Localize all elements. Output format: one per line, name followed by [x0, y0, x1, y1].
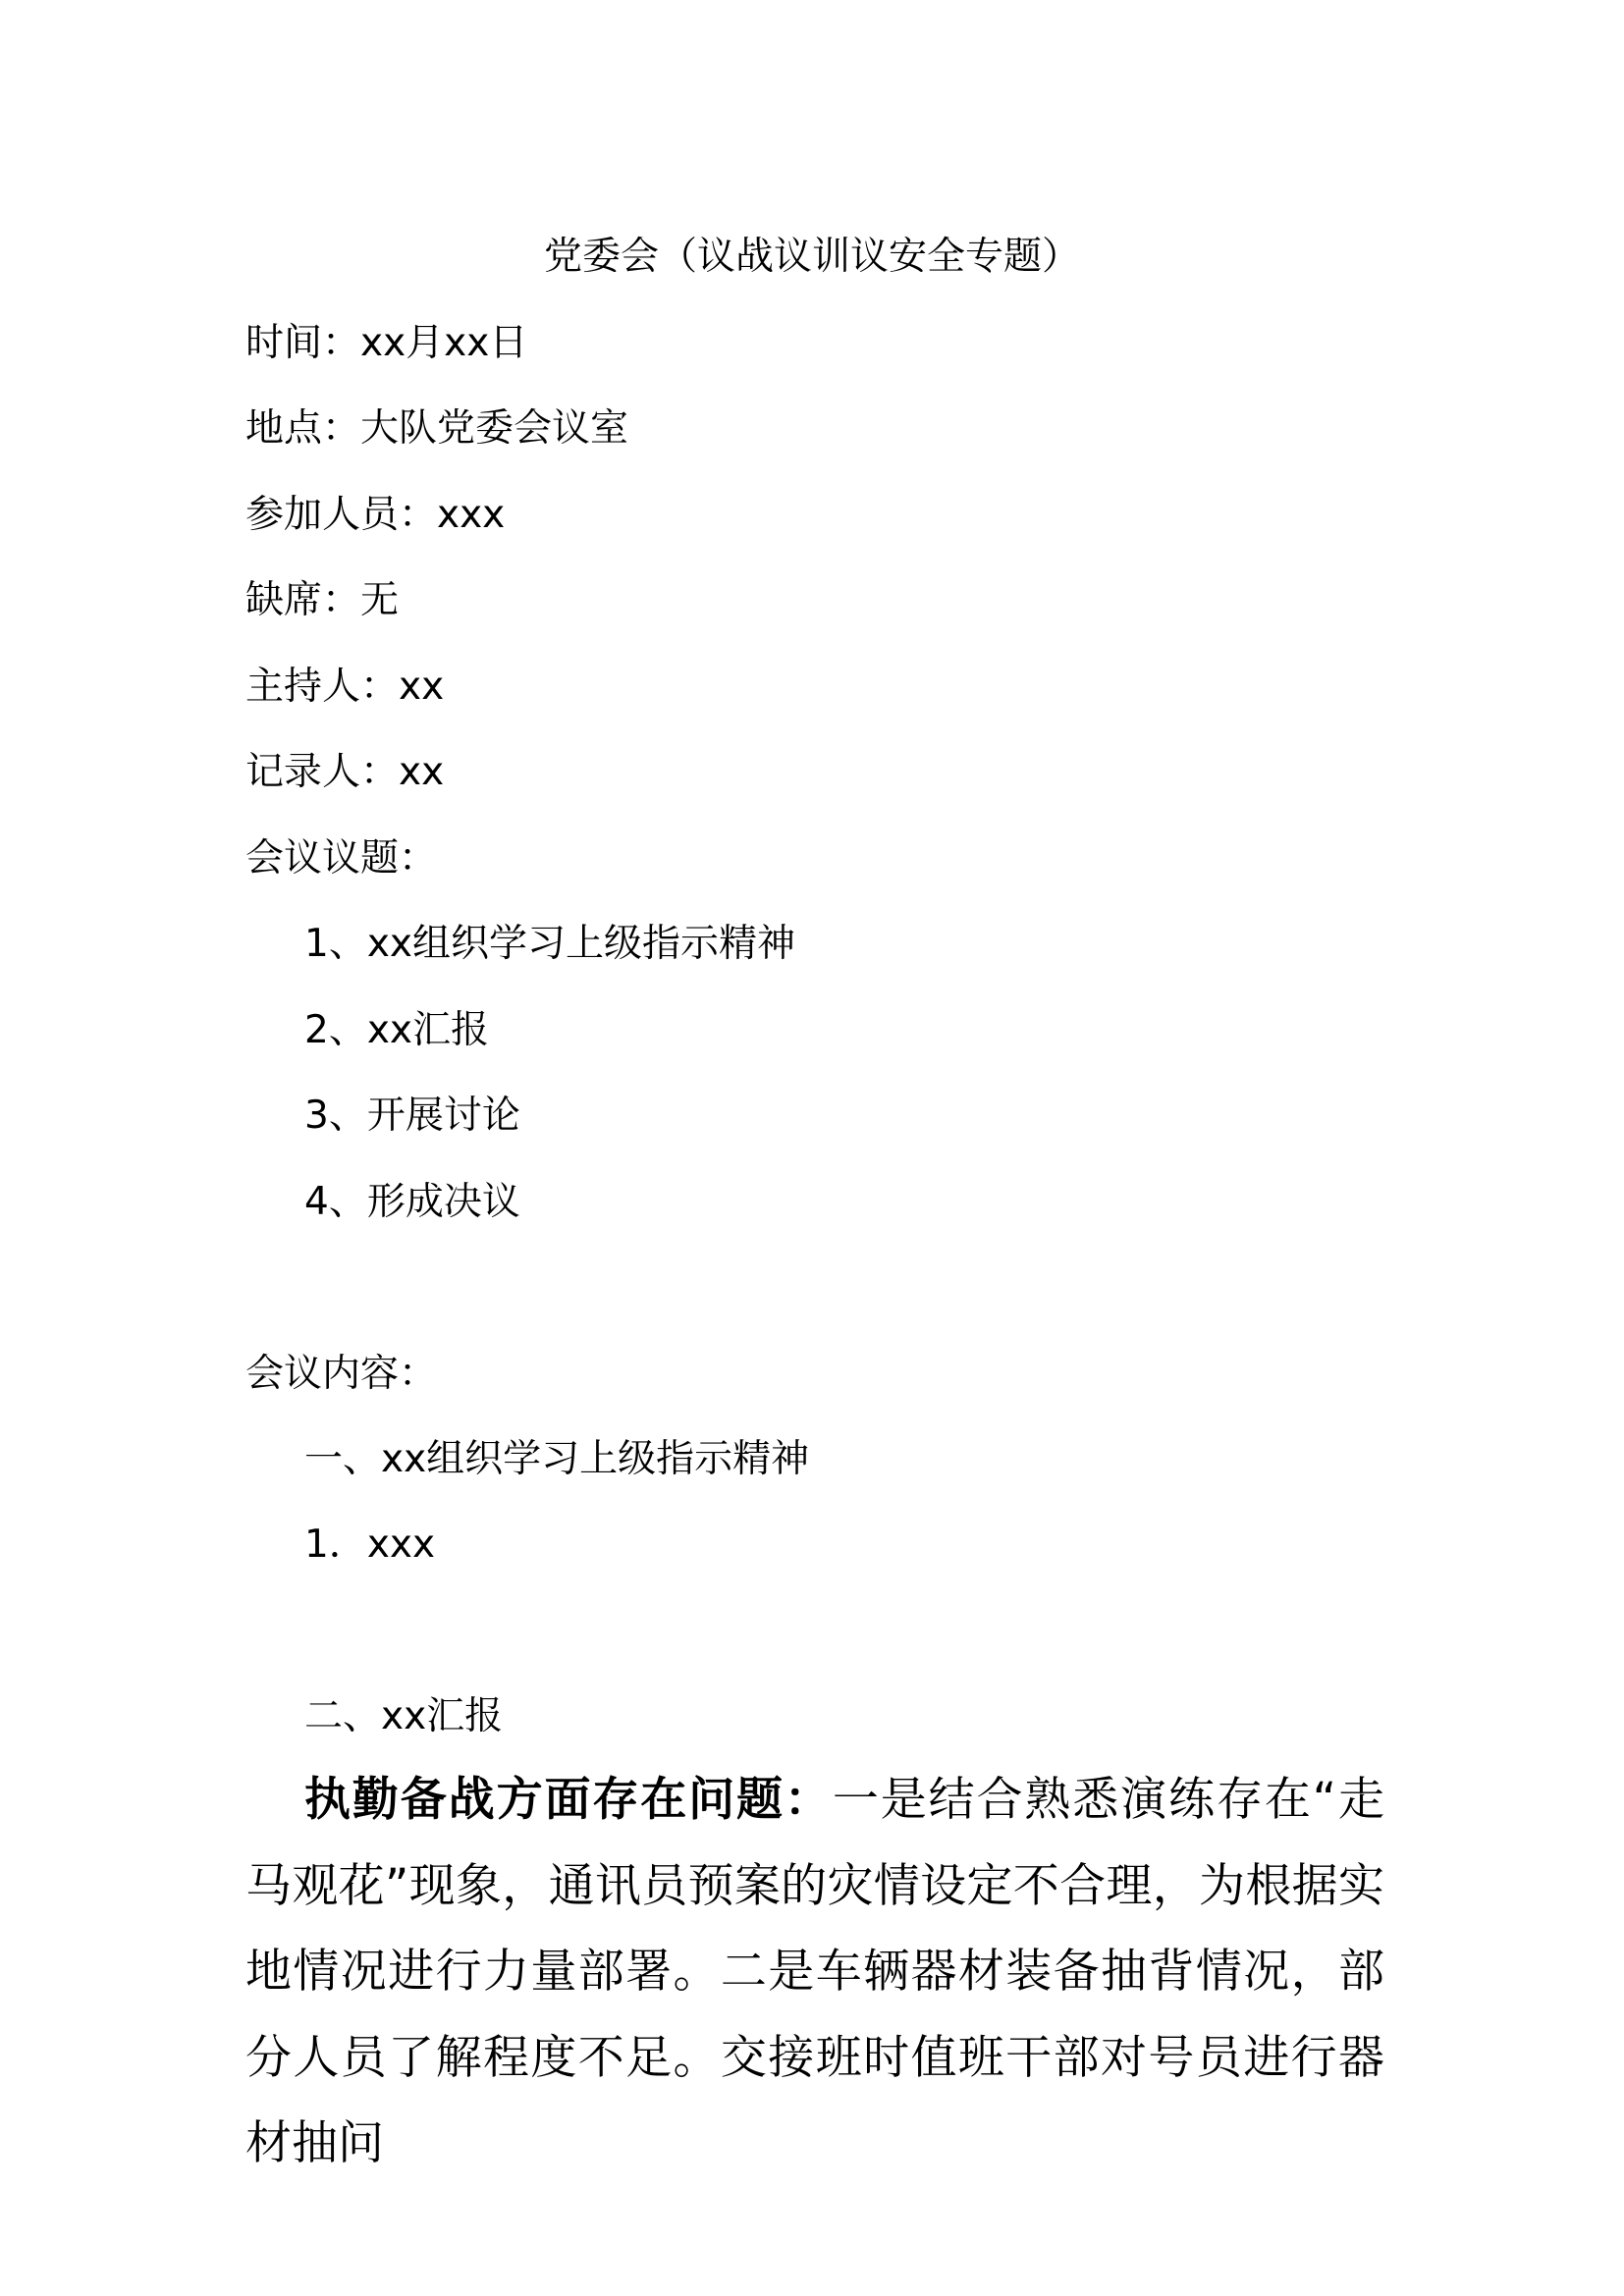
- meeting-absent: 缺席：无: [245, 578, 400, 622]
- agenda-item: 2、xx汇报: [304, 1008, 489, 1052]
- agenda-heading: 会议议题：: [245, 836, 438, 881]
- agenda-item: 4、形成决议: [304, 1180, 520, 1224]
- agenda-item: 3、开展讨论: [304, 1094, 520, 1138]
- meeting-attendees: 参加人员：xxx: [245, 493, 506, 537]
- agenda-item: 1、xx组织学习上级指示精神: [304, 922, 795, 966]
- meeting-host: 主持人：xx: [245, 665, 445, 709]
- paragraph-lead: 执勤备战方面存在问题：: [304, 1773, 833, 1827]
- section-heading: 一、xx组织学习上级指示精神: [304, 1437, 810, 1481]
- paragraph-body: 一是结合熟悉演练存在“走马观花”现象，通讯员预案的灾情设定不合理，为根据实地情况进行力量部署。二是车辆器材装备抽背情况，部分人员了解程度不足。交接班时值班干部对号员进行器材抽问: [245, 1773, 1384, 2170]
- meeting-recorder: 记录人：xx: [245, 750, 445, 794]
- meeting-location: 地点：大队党委会议室: [245, 406, 629, 451]
- section-heading: 二、xx汇报: [304, 1694, 504, 1738]
- content-heading: 会议内容：: [245, 1352, 438, 1396]
- document-title: 党委会（议战议训议安全专题）: [543, 235, 1080, 279]
- meeting-time: 时间：xx月xx日: [245, 321, 528, 365]
- report-paragraph: [245, 1757, 1384, 2187]
- section-item: 1．xxx: [304, 1522, 436, 1567]
